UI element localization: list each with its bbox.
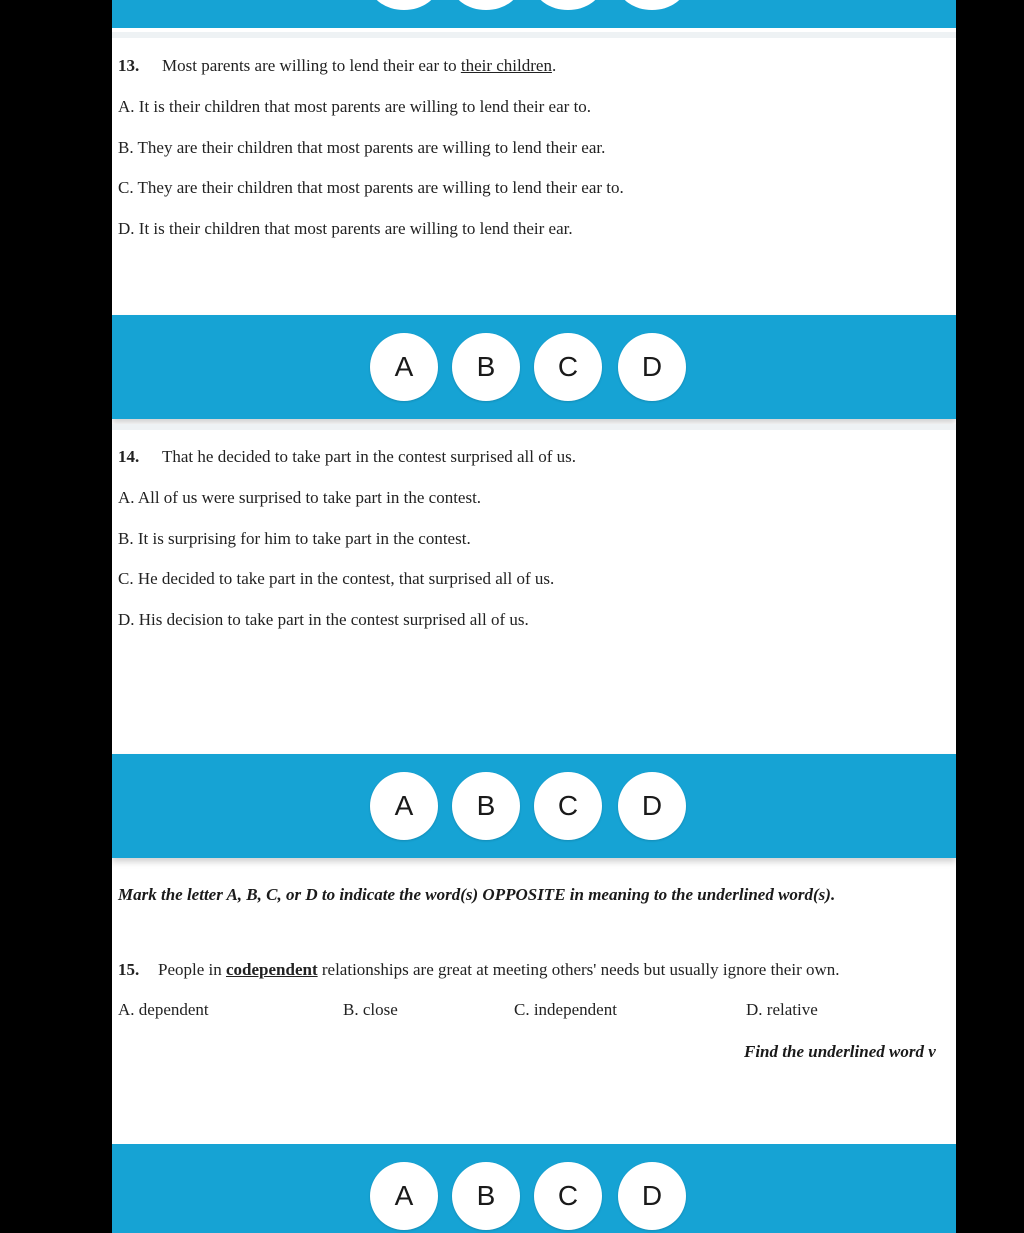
answer-band-q13 — [112, 315, 956, 419]
answer-button-a[interactable]: A — [370, 772, 438, 840]
q13-underlined-phrase: their children — [460, 56, 552, 75]
q13-option-d: D. It is their children that most parents are willing to lend their ear. — [118, 219, 573, 238]
q15-number: 15. — [118, 960, 140, 979]
answer-button-partial-c[interactable] — [534, 0, 602, 10]
q15-option-b: B. close — [343, 1000, 398, 1019]
q13-number: 13. — [118, 56, 140, 75]
find-underlined-hint: Find the underlined word v — [744, 1042, 936, 1061]
answer-button-d[interactable]: D — [618, 333, 686, 401]
section-instruction: Mark the letter A, B, C, or D to indicate the word(s) OPPOSITE in meaning to the underlined word(s). — [118, 885, 836, 904]
answer-band-q15 — [112, 1144, 956, 1233]
answer-button-partial-a[interactable] — [370, 0, 438, 10]
answer-button-a[interactable]: A — [370, 333, 438, 401]
q15-option-c: C. independent — [514, 1000, 617, 1019]
answer-button-b[interactable]: B — [452, 772, 520, 840]
answer-button-partial-b[interactable] — [452, 0, 520, 10]
q14-option-b: B. It is surprising for him to take part in the contest. — [118, 529, 471, 548]
answer-button-partial-d[interactable] — [618, 0, 686, 10]
answer-button-c[interactable]: C — [534, 772, 602, 840]
q13-option-b: B. They are their children that most parents are willing to lend their ear. — [118, 138, 606, 157]
q14-option-a: A. All of us were surprised to take part in the contest. — [118, 488, 482, 507]
divider — [112, 424, 956, 430]
q14-number: 14. — [118, 447, 140, 466]
answer-band-q14 — [112, 754, 956, 858]
q13-option-a: A. It is their children that most parents are willing to lend their ear to. — [118, 97, 592, 116]
q15-option-a: A. dependent — [118, 1000, 209, 1019]
answer-button-b[interactable]: B — [452, 1162, 520, 1230]
answer-button-c[interactable]: C — [534, 333, 602, 401]
answer-button-d[interactable]: D — [618, 772, 686, 840]
divider — [112, 32, 956, 38]
q14-option-d: D. His decision to take part in the contest surprised all of us. — [118, 610, 529, 629]
q15-option-d: D. relative — [746, 1000, 818, 1019]
answer-button-d[interactable]: D — [618, 1162, 686, 1230]
q13-stem: 13. Most parents are willing to lend their ear to their children. — [118, 56, 557, 75]
q14-option-c: C. He decided to take part in the contest, that surprised all of us. — [118, 569, 555, 588]
q14-stem: 14. That he decided to take part in the contest surprised all of us. — [118, 447, 577, 466]
answer-button-c[interactable]: C — [534, 1162, 602, 1230]
answer-band-top — [112, 0, 956, 28]
answer-button-a[interactable]: A — [370, 1162, 438, 1230]
answer-button-b[interactable]: B — [452, 333, 520, 401]
worksheet-column — [112, 0, 956, 1233]
q15-underlined-word: codependent — [226, 960, 318, 979]
q13-option-c: C. They are their children that most parents are willing to lend their ear to. — [118, 178, 624, 197]
q15-stem: 15. People in codependent relationships are great at meeting others' needs but usually ignore their own. — [118, 960, 840, 979]
